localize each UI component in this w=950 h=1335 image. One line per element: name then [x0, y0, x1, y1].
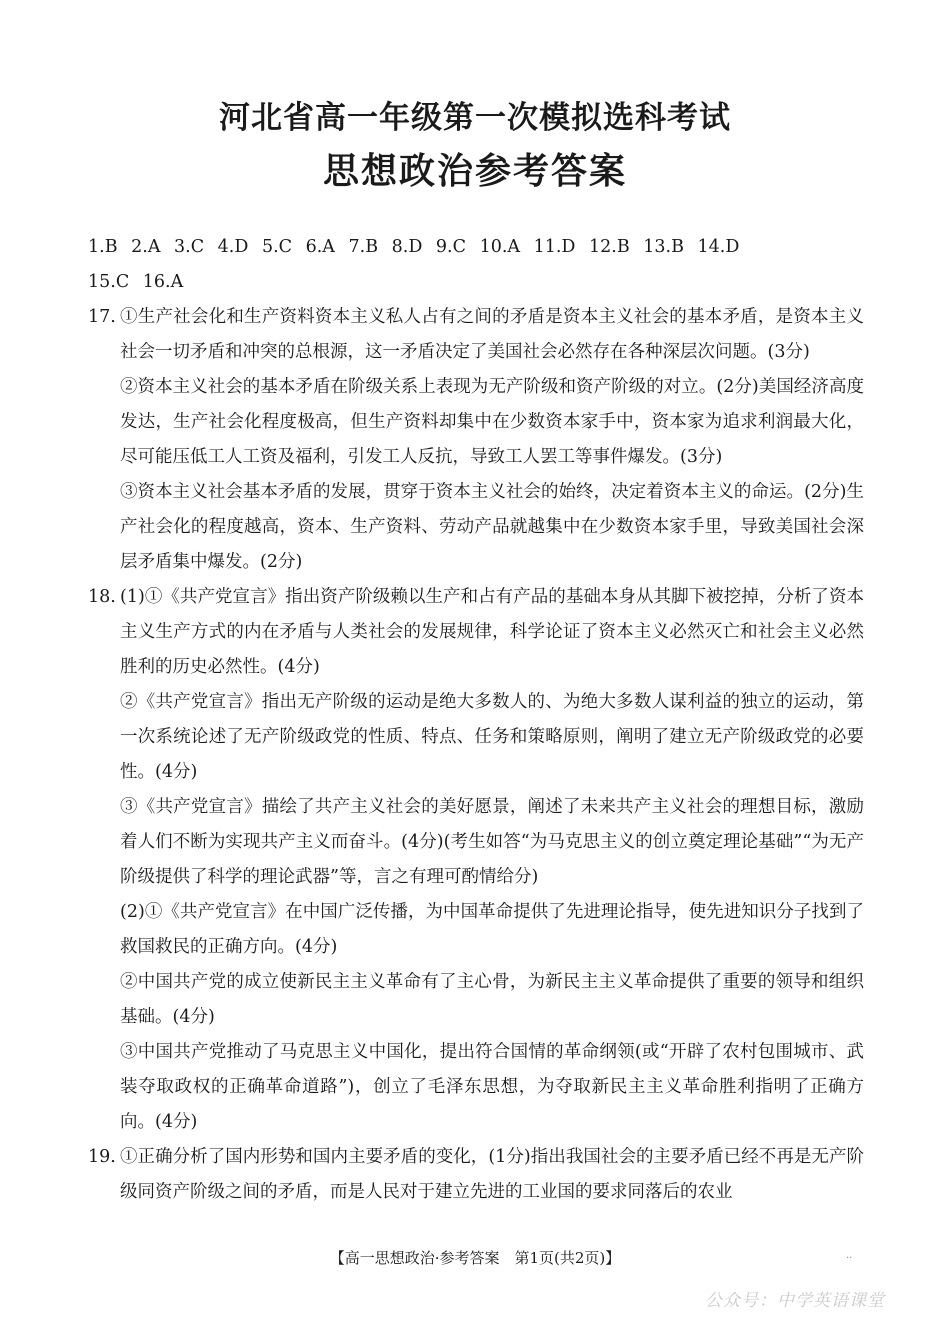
question-19 [88, 1140, 864, 1210]
answer-paragraph: (1)①《共产党宣言》指出资产阶级赖以生产和占有产品的基础本身从其脚下被挖掉，分析了资本主义生产方式的内在矛盾与人类社会的发展规律，科学论证了资本主义必然灭亡和社会主义必然胜利的历史必然性。(4分) [120, 587, 864, 677]
answer-content [88, 230, 864, 1210]
answer-paragraph: ③资本主义社会基本矛盾的发展，贯穿于资本主义社会的始终，决定着资本主义的命运。(2分)生产社会化的程度越高，资本、生产资料、劳动产品就越集中在少数资本家手里，导致美国社会深层矛盾集中爆发。(2分) [120, 482, 864, 572]
page-footer: 【高一思想政治·参考答案 第1页(共2页)】 [329, 1249, 621, 1267]
answer-paragraph: ②中国共产党的成立使新民主主义革命有了主心骨，为新民主主义革命提供了重要的领导和组织基础。(4分) [120, 972, 864, 1027]
answer-paragraph: ③《共产党宣言》描绘了共产主义社会的美好愿景，阐述了未来共产主义社会的理想目标，激励着人们不断为实现共产主义而奋斗。(4分)(考生如答“为马克思主义的创立奠定理论基础”“为无产阶级提供了科学的理论武器”等，言之有理可酌情给分) [120, 797, 864, 887]
question-number: 17. [88, 307, 116, 327]
answer-paragraph: ①正确分析了国内形势和国内主要矛盾的变化，(1分)指出我国社会的主要矛盾已经不再是无产阶级同资产阶级之间的矛盾，而是人民对于建立先进的工业国的要求同落后的农业 [120, 1147, 864, 1202]
answer-paragraph: ②资本主义社会的基本矛盾在阶级关系上表现为无产阶级和资产阶级的对立。(2分)美国经济高度发达，生产社会化程度极高，但生产资料却集中在少数资本家手中，资本家为追求利润最大化，尽可能压低工人工资及福利，引发工人反抗，导致工人罢工等事件爆发。(3分) [120, 377, 864, 467]
choice-answers-line-2: 15.C 16.A [88, 272, 184, 292]
question-18 [88, 580, 864, 1140]
question-number: 18. [88, 587, 116, 607]
choice-answers-line-1: 1.B 2.A 3.C 4.D 5.C 6.A 7.B 8.D 9.C 10.A 11.D 12.B 13.B 14.D [88, 237, 740, 257]
answer-paragraph: ①生产社会化和生产资料资本主义私人占有之间的矛盾是资本主义社会的基本矛盾，是资本主义社会一切矛盾和冲突的总根源，这一矛盾决定了美国社会必然存在各种深层次问题。(3分) [120, 307, 864, 362]
watermark: 公众号：中学英语课堂 [705, 1291, 885, 1311]
answer-paragraph: ③中国共产党推动了马克思主义中国化，提出符合国情的革命纲领(或“开辟了农村包围城市、武装夺取政权的正确革命道路”)，创立了毛泽东思想，为夺取新民主主义革命胜利指明了正确方向。(4分) [120, 1042, 864, 1132]
document-title: 河北省高一年级第一次模拟选科考试 [219, 100, 731, 136]
question-17 [88, 300, 864, 580]
footer-mark: .. [846, 1250, 853, 1261]
answer-paragraph: (2)①《共产党宣言》在中国广泛传播，为中国革命提供了先进理论指导，使先进知识分子找到了救国救民的正确方向。(4分) [120, 902, 864, 957]
answer-paragraph: ②《共产党宣言》指出无产阶级的运动是绝大多数人的、为绝大多数人谋利益的独立的运动，第一次系统论述了无产阶级政党的性质、特点、任务和策略原则，阐明了建立无产阶级政党的必要性。(4分) [120, 692, 864, 782]
document-subtitle: 思想政治参考答案 [322, 151, 627, 192]
question-number: 19. [88, 1147, 116, 1167]
